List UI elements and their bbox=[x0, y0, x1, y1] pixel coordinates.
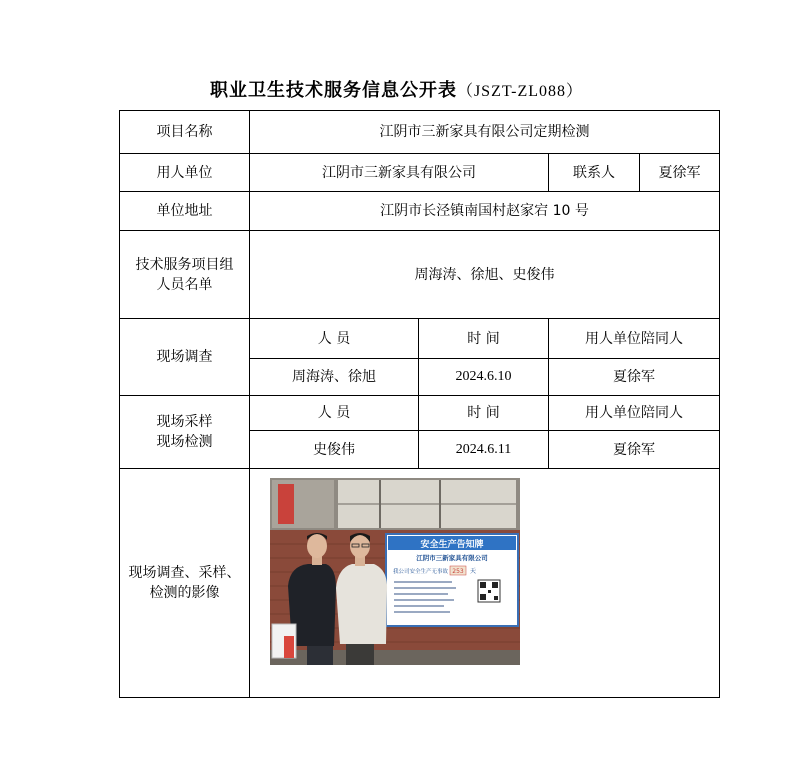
images-label bbox=[120, 469, 250, 698]
site-sampling-col-personnel: 人 员 bbox=[250, 396, 419, 431]
site-sampling-label-line1: 现场采样 bbox=[156, 414, 213, 430]
site-survey-time: 2024.6.10 bbox=[419, 359, 549, 396]
site-survey-label: 现场调查 bbox=[120, 319, 250, 396]
board-days-value: 253 bbox=[452, 568, 464, 575]
images-label-line1: 现场调查、采样、 bbox=[128, 565, 241, 581]
images-label-line2: 检测的影像 bbox=[149, 585, 220, 601]
team-label-line1: 技术服务项目组 bbox=[135, 256, 234, 273]
contact-label: 联系人 bbox=[549, 154, 640, 192]
employer-value: 江阴市三新家具有限公司 bbox=[250, 154, 549, 192]
site-survey-col-personnel: 人 员 bbox=[250, 319, 419, 359]
board-days-text: 我公司安全生产无事故 bbox=[393, 569, 449, 575]
team-value: 周海涛、徐旭、史俊伟 bbox=[250, 231, 720, 319]
site-sampling-escort: 夏徐军 bbox=[549, 431, 720, 469]
row-team bbox=[120, 231, 720, 319]
contact-value: 夏徐军 bbox=[640, 154, 720, 192]
title-code: （JSZT-ZL088） bbox=[456, 83, 584, 100]
page-title bbox=[0, 76, 793, 102]
notice-board bbox=[386, 534, 518, 626]
row-employer bbox=[120, 154, 720, 192]
team-label-line2: 人员名单 bbox=[156, 276, 213, 293]
title-main: 职业卫生技术服务信息公开表 bbox=[209, 80, 457, 101]
board-company: 江阴市三新家具有限公司 bbox=[416, 554, 488, 562]
row-project-name bbox=[120, 111, 720, 154]
row-address bbox=[120, 192, 720, 231]
address-label: 单位地址 bbox=[120, 192, 250, 231]
employer-label: 用人单位 bbox=[120, 154, 250, 192]
info-table bbox=[119, 110, 720, 698]
address-value: 江阴市长泾镇南国村赵家宕 10 号 bbox=[250, 192, 720, 231]
site-survey-col-escort: 用人单位陪同人 bbox=[549, 319, 720, 359]
site-survey-escort: 夏徐军 bbox=[549, 359, 720, 396]
site-sampling-label bbox=[120, 396, 250, 469]
project-name-value: 江阴市三新家具有限公司定期检测 bbox=[250, 111, 720, 154]
board-title: 安全生产告知牌 bbox=[420, 540, 484, 550]
site-sampling-personnel: 史俊伟 bbox=[250, 431, 419, 469]
site-sampling-col-time: 时 间 bbox=[419, 396, 549, 431]
row-site-survey-header bbox=[120, 319, 720, 359]
images-cell bbox=[250, 469, 720, 698]
site-survey-col-time: 时 间 bbox=[419, 319, 549, 359]
team-label bbox=[120, 231, 250, 319]
site-sampling-col-escort: 用人单位陪同人 bbox=[549, 396, 720, 431]
site-sampling-time: 2024.6.11 bbox=[419, 431, 549, 469]
project-name-label: 项目名称 bbox=[120, 111, 250, 154]
board-days-unit: 天 bbox=[470, 568, 477, 575]
site-photo bbox=[270, 478, 520, 665]
site-survey-personnel: 周海涛、徐旭 bbox=[250, 359, 419, 396]
site-sampling-label-line2: 现场检测 bbox=[156, 434, 213, 450]
row-images bbox=[120, 469, 720, 698]
row-site-sampling-header bbox=[120, 396, 720, 431]
